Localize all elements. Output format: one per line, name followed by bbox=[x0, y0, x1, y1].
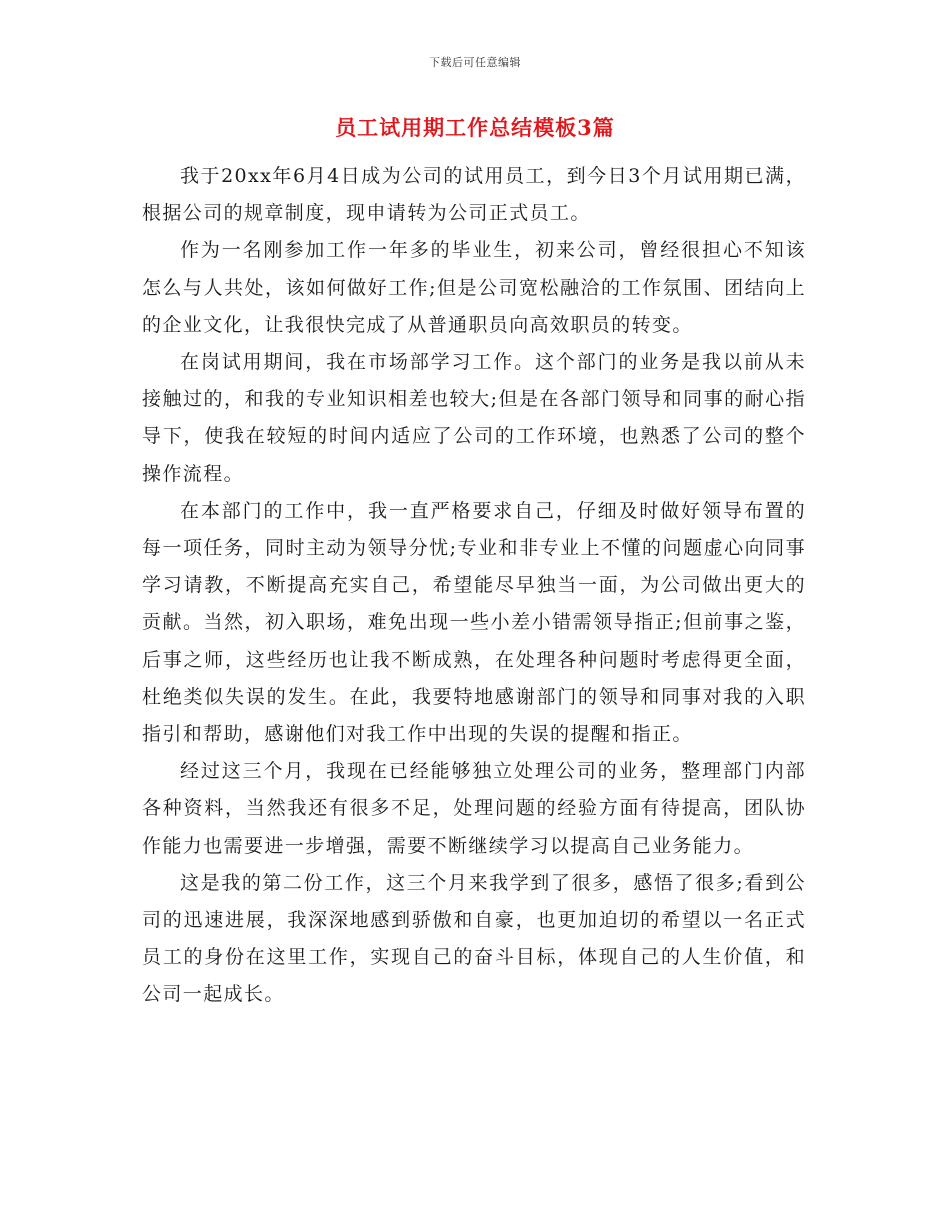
document-title: 员工试用期工作总结模板3篇 bbox=[335, 115, 615, 140]
paragraph-6: 这是我的第二份工作，这三个月来我学到了很多，感悟了很多;看到公司的迅速进展，我深深地感到骄傲和自豪，也更加迫切的希望以一名正式员工的身份在这里工作，实现自己的奋斗目标，体现自己的人生价值，和公司一起成长。 bbox=[142, 871, 806, 1006]
paragraph-3: 在岗试用期间，我在市场部学习工作。这个部门的业务是我以前从未接触过的，和我的专业知识相差也较大;但是在各部门领导和同事的耐心指导下，使我在较短的时间内适应了公司的工作环境，也熟悉了公司的整个操作流程。 bbox=[142, 351, 806, 485]
paragraph-2: 作为一名刚参加工作一年多的毕业生，初来公司，曾经很担心不知该怎么与人共处，该如何做好工作;但是公司宽松融洽的工作氛围、团结向上的企业文化，让我很快完成了从普通职员向高效职员的转变。 bbox=[142, 239, 806, 336]
paragraph-5: 经过这三个月，我现在已经能够独立处理公司的业务，整理部门内部各种资料，当然我还有很多不足，处理问题的经验方面有待提高，团队协作能力也需要进一步增强，需要不断继续学习以提高自己业务能力。 bbox=[142, 760, 806, 857]
paragraph-4: 在本部门的工作中，我一直严格要求自己，仔细及时做好领导布置的每一项任务，同时主动为领导分忧;专业和非专业上不懂的问题虚心向同事学习请教，不断提高充实自己，希望能尽早独当一面，为公司做出更大的贡献。当然，初入职场，难免出现一些小差小错需领导指正;但前事之鉴，后事之师，这些经历也让我不断成熟，在处理各种问题时考虑得更全面，杜绝类似失误的发生。在此，我要特地感谢部门的领导和同事对我的入职指引和帮助，感谢他们对我工作中出现的失误的提醒和指正。 bbox=[142, 499, 806, 746]
document-body bbox=[142, 158, 806, 1014]
paragraph-1: 我于20xx年6月4日成为公司的试用员工，到今日3个月试用期已满，根据公司的规章制度，现申请转为公司正式员工。 bbox=[142, 165, 806, 225]
header-note: 下载后可任意编辑 bbox=[429, 56, 521, 69]
